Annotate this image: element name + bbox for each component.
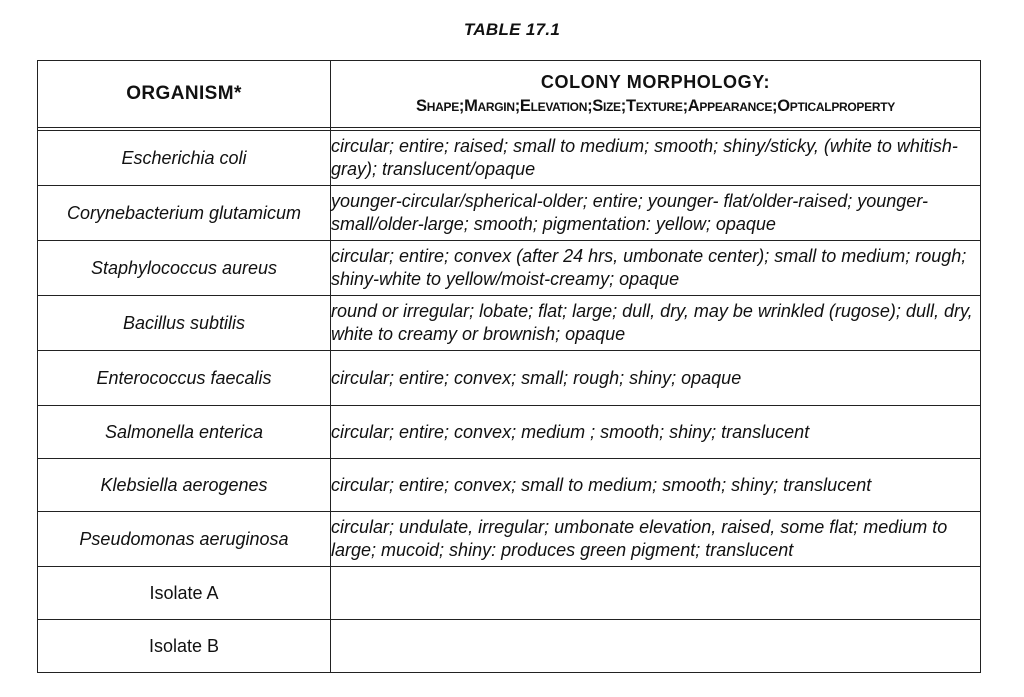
table-row	[38, 406, 981, 459]
table-row	[38, 351, 981, 406]
organism-cell: Bacillus subtilis	[38, 296, 331, 351]
morphology-header-subtitle: Shape;Margin;Elevation;Size;Texture;Appearance;Opticalproperty	[416, 97, 895, 115]
organism-cell: Isolate B	[38, 620, 331, 673]
morphology-cell: circular; entire; convex; small; rough; shiny; opaque	[331, 351, 981, 406]
organism-cell: Klebsiella aerogenes	[38, 459, 331, 512]
morphology-column-header	[331, 61, 981, 128]
table-row	[38, 459, 981, 512]
morphology-cell: circular; undulate, irregular; umbonate elevation, raised, some flat; medium to large; mucoid; shiny: produces green pigment; translucent	[331, 512, 981, 567]
organism-cell: Pseudomonas aeruginosa	[38, 512, 331, 567]
table-caption: TABLE 17.1	[463, 20, 561, 39]
morphology-cell: circular; entire; convex (after 24 hrs, umbonate center); small to medium; rough; shiny-white to yellow/moist-creamy; opaque	[331, 241, 981, 296]
morphology-cell: circular; entire; convex; small to medium; smooth; shiny; translucent	[331, 459, 981, 512]
table-row	[38, 131, 981, 186]
organism-cell: Corynebacterium glutamicum	[38, 186, 331, 241]
morphology-cell-empty[interactable]	[331, 620, 981, 673]
table-row	[38, 186, 981, 241]
organism-cell: Enterococcus faecalis	[38, 351, 331, 406]
colony-morphology-table	[37, 60, 981, 673]
table-row	[38, 620, 981, 673]
morphology-header-title: COLONY MORPHOLOGY:	[540, 72, 771, 92]
organism-cell: Salmonella enterica	[38, 406, 331, 459]
organism-column-header: ORGANISM*	[38, 61, 331, 128]
morphology-cell: younger-circular/spherical-older; entire; younger- flat/older-raised; younger- small/older-large; smooth; pigmentation: yellow; opaque	[331, 186, 981, 241]
organism-cell: Escherichia coli	[38, 131, 331, 186]
table-row	[38, 512, 981, 567]
morphology-cell: round or irregular; lobate; flat; large; dull, dry, may be wrinkled (rugose); dull, dry, white to creamy or brownish; opaque	[331, 296, 981, 351]
morphology-cell-empty[interactable]	[331, 567, 981, 620]
table-row	[38, 296, 981, 351]
morphology-cell: circular; entire; raised; small to medium; smooth; shiny/sticky, (white to whitish-gray); translucent/opaque	[331, 131, 981, 186]
header-row	[38, 61, 981, 128]
organism-cell: Staphylococcus aureus	[38, 241, 331, 296]
organism-cell: Isolate A	[38, 567, 331, 620]
table-row	[38, 567, 981, 620]
table-row	[38, 241, 981, 296]
morphology-cell: circular; entire; convex; medium ; smooth; shiny; translucent	[331, 406, 981, 459]
